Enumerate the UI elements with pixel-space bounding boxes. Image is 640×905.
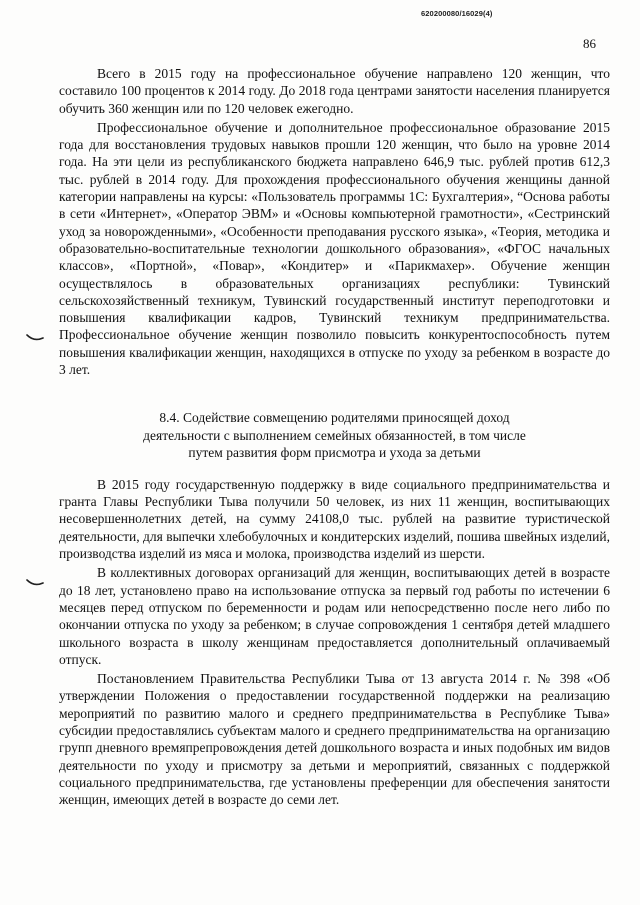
- margin-tick-mark-icon: [26, 578, 44, 588]
- section-heading-line: деятельности с выполнением семейных обязанностей, в том числе: [143, 427, 526, 443]
- paragraph: Всего в 2015 году на профессиональное обучение направлено 120 женщин, что составило 100 процентов к 2014 году. До 2018 года центрами занятости населения планируется обучить 360 женщин или по 120 человек ежегодно.: [59, 66, 610, 116]
- paragraph: Профессиональное обучение и дополнительное профессиональное образование 2015 года для восстановления трудовых навыков прошли 120 женщин, что было на уровне 2014 года. На эти цели из республиканского бюджета направлено 646,9 тыс. рублей против 612,3 тыс. рублей в 2014 году. Для прохождения профессионального обучения женщины данной категории направлены на курсы: «Пользователь программы 1С: Бухгалтерия», “Основа работы в сети «Интернет», «Оператор ЭВМ» и «Основы компьютерной грамотности», «Сестринский уход за новорожденными», «Особенности преподавания русского языка», «Теория, методика и образовательно-воспитательные технологии дошкольного образования», «ФГОС начальных классов», «Портной», «Повар», «Кондитер» и «Парикмахер». Обучение женщин осуществлялось в образовательных организациях республики: Тувинский сельскохозяйственный техникум, Тувинский государственный институт переподготовки и повышения квалификации кадров, Тувинский техникум предпринимательства. Профессиональное обучение женщин позволило повысить конкурентоспособность путем повышения квалификации женщин, находящихся в отпуске по уходу за ребенком в возрасте до 3 лет.: [59, 119, 610, 378]
- document-code: 620200080/16029(4): [421, 9, 493, 18]
- paragraph: Постановлением Правительства Республики Тыва от 13 августа 2014 г. № 398 «Об утверждении Положения о предоставлении государственной поддержки на реализацию мероприятий по развитию малого и среднего предпринимательства в Республике Тыва» субсидии предоставлялись субъектам малого и среднего предпринимательства на организацию групп дневного времяпрепровождения детей дошкольного возраста и иных подобных им видов деятельности по уходу и присмотру за детьми и мероприятий, связанных с поддержкой социального предпринимательства, где установлены преференции для обеспечения занятости женщин, имеющих детей в возрасте до семи лет.: [59, 671, 610, 808]
- page-number: 86: [583, 36, 596, 51]
- section-heading-line: путем развития форм присмотра и ухода за детьми: [188, 445, 481, 461]
- margin-tick-mark-icon: [26, 333, 44, 343]
- section-heading: [59, 409, 610, 462]
- document-body: [59, 65, 610, 810]
- section-heading-line: 8.4. Содействие совмещению родителями приносящей доход: [159, 410, 510, 426]
- paragraph: В коллективных договорах организаций для женщин, воспитывающих детей в возрасте до 18 лет, установлено право на использование отпуска за первый год работы по истечении 6 месяцев перед отпуском по беременности и родам или непосредственно после него либо по окончании отпуска по уходу за ребенком; в случае сопровождения 1 сентября детей младшего школьного возраста в школу женщинам предоставляется дополнительный оплачиваемый отпуск.: [59, 565, 610, 667]
- paragraph: В 2015 году государственную поддержку в виде социального предпринимательства и гранта Главы Республики Тыва получили 50 человек, из них 11 женщин, воспитывающих несовершеннолетних детей, на сумму 24108,0 тыс. рублей на развитие туристической деятельности, для выпечки хлебобулочных и кондитерских изделий, пошива швейных изделий, производства изделий из мяса и молока, производства изделий из шерсти.: [59, 476, 610, 562]
